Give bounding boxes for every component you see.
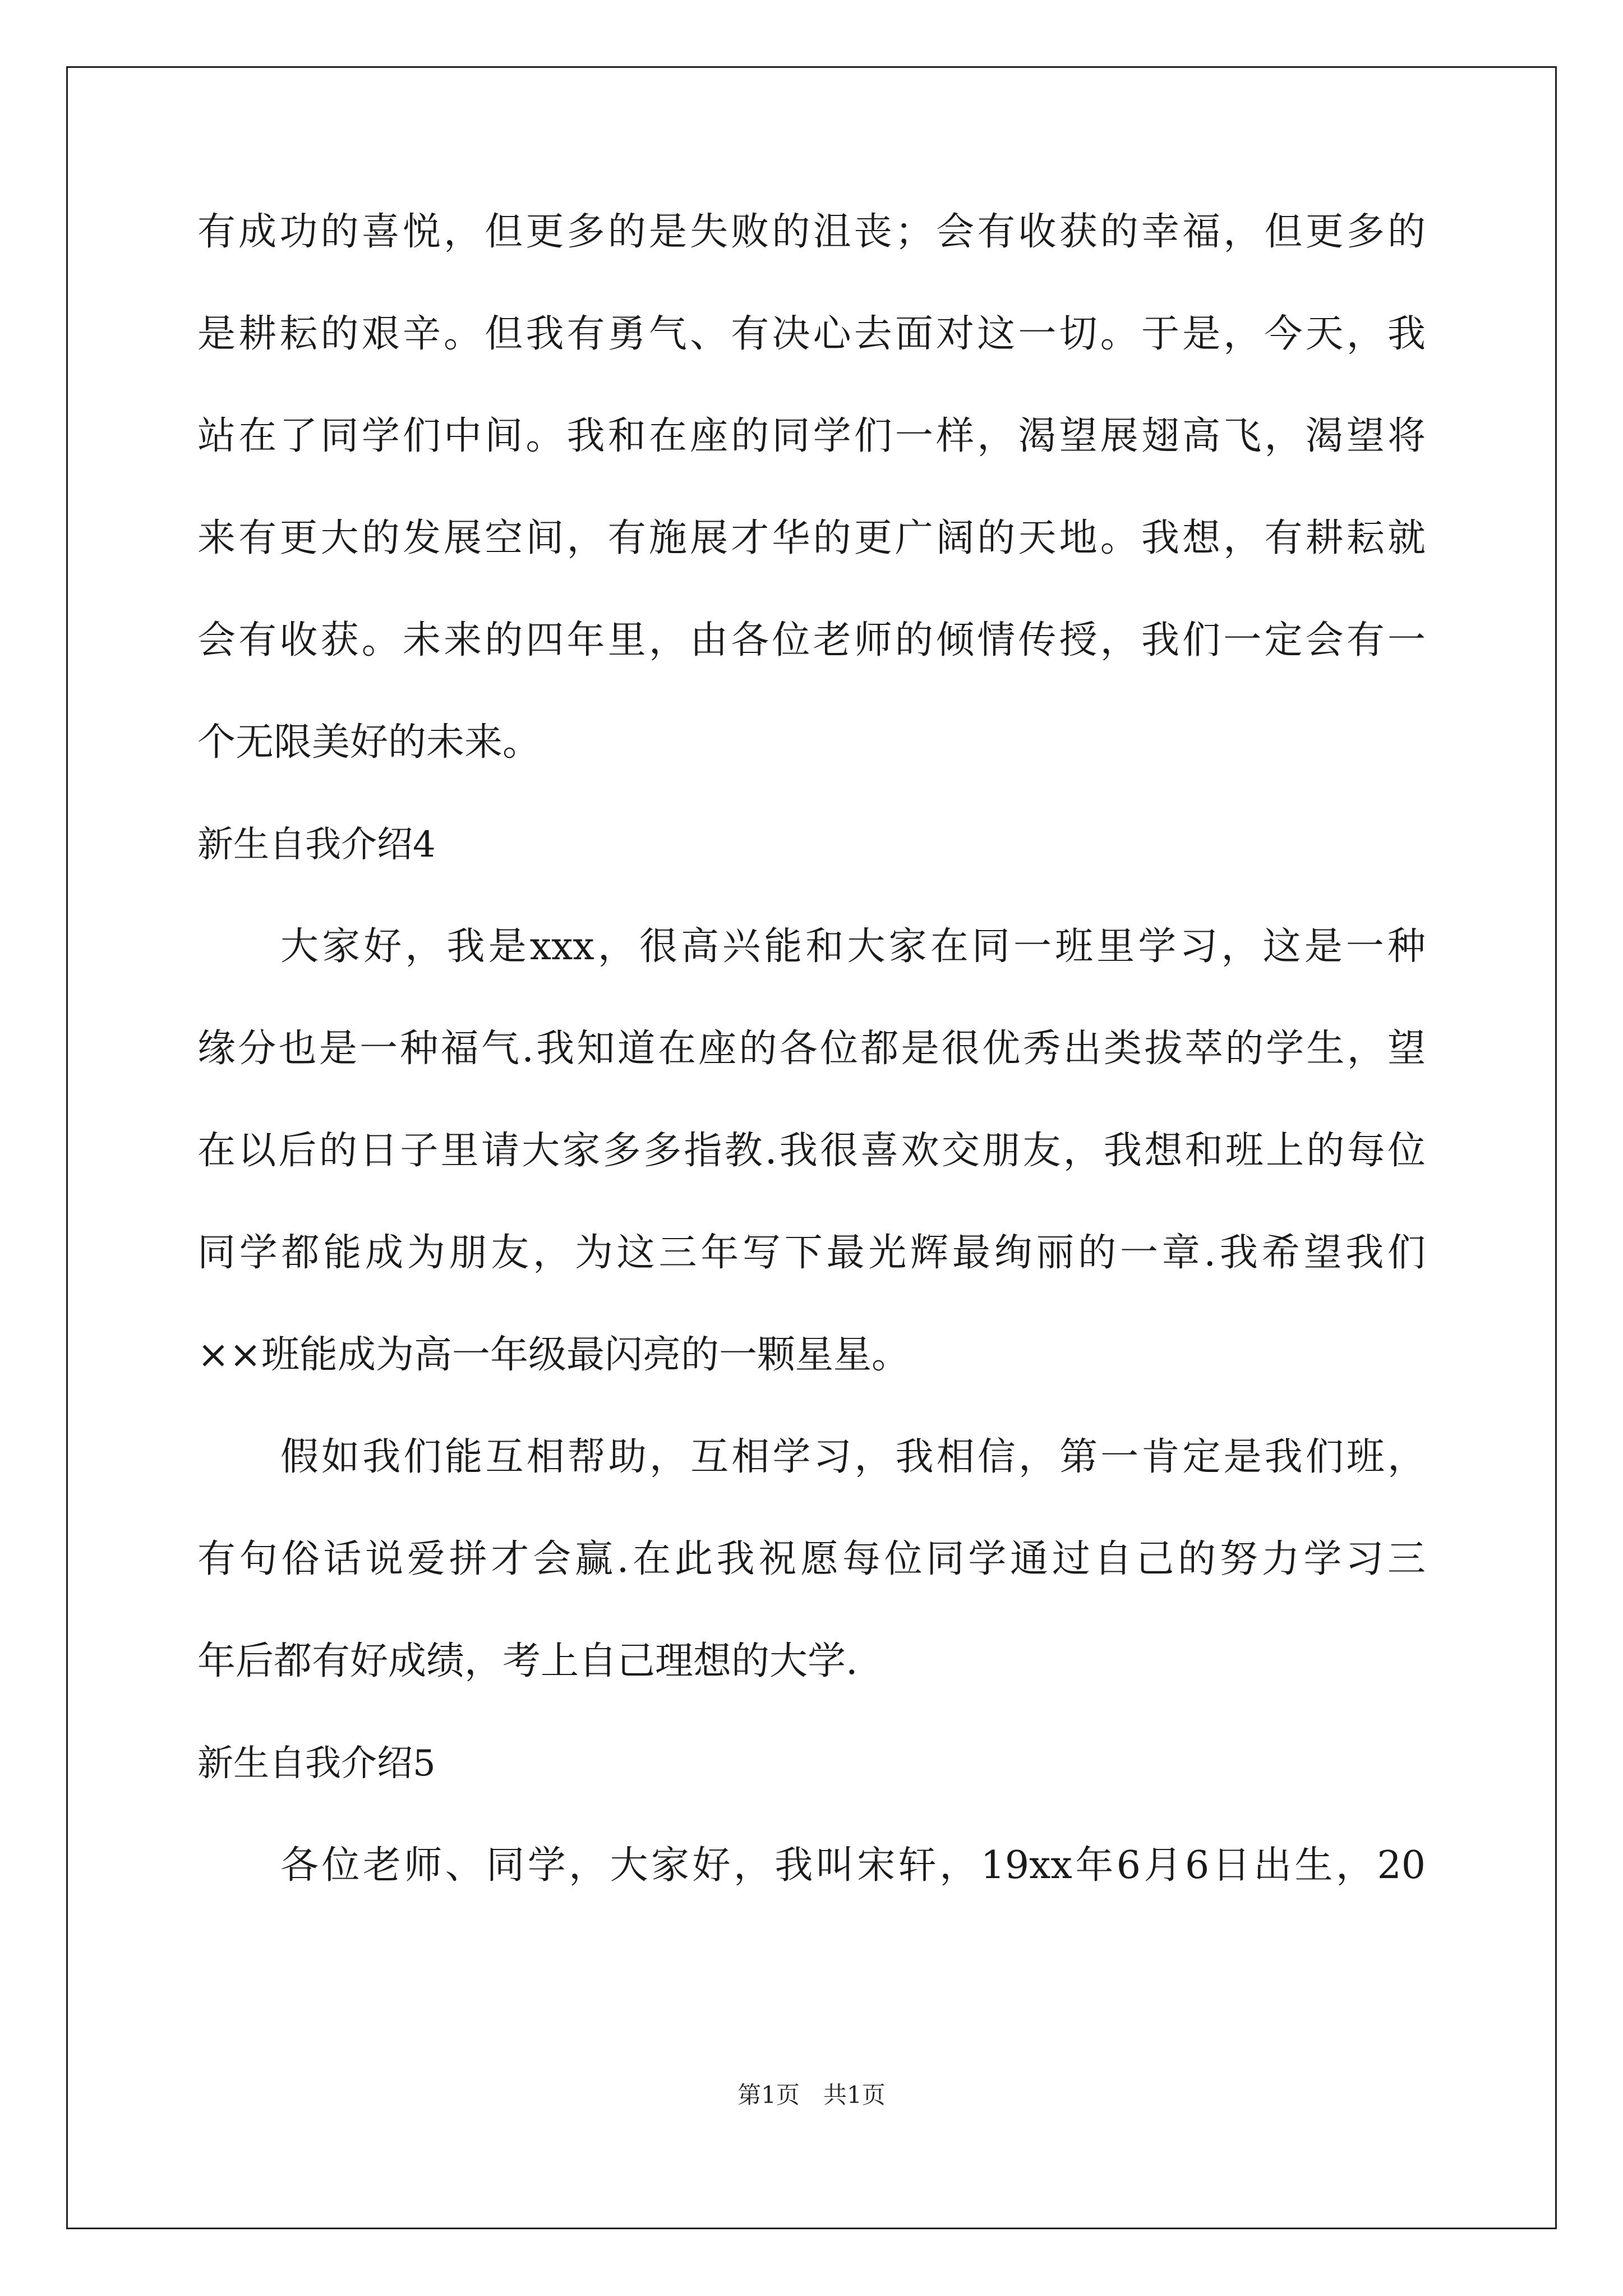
section-heading: 新生自我介绍4 <box>197 824 436 866</box>
body-line: 缘分也是一种福气.我知道在座的各位都是很优秀出类拔萃的学生，望 <box>197 1027 1426 1071</box>
body-line: 是耕耘的艰辛。但我有勇气、有决心去面对这一切。于是，今天，我 <box>197 312 1426 356</box>
body-line: 有句俗话说爱拼才会赢.在此我祝愿每位同学通过自己的努力学习三 <box>197 1537 1426 1581</box>
paragraph-first-line: 各位老师、同学，大家好，我叫宋轩，19xx年6月6日出生，20 <box>280 1843 1426 1888</box>
body-line: 个无限美好的未来。 <box>197 720 541 765</box>
page-number-footer: 第1页 共1页 <box>737 2081 886 2109</box>
paragraph-first-line: 假如我们能互相帮助，互相学习，我相信，第一肯定是我们班， <box>280 1435 1426 1479</box>
body-line: 有成功的喜悦，但更多的是失败的沮丧；会有收获的幸福，但更多的 <box>197 210 1426 254</box>
document-body <box>197 210 1426 1949</box>
body-line: 同学都能成为朋友，为这三年写下最光辉最绚丽的一章.我希望我们 <box>197 1231 1426 1275</box>
section-heading: 新生自我介绍5 <box>197 1743 436 1784</box>
body-line: 年后都有好成绩，考上自己理想的大学. <box>197 1639 858 1683</box>
body-line: 会有收获。未来的四年里，由各位老师的倾情传授，我们一定会有一 <box>197 618 1426 662</box>
body-line: 在以后的日子里请大家多多指教.我很喜欢交朋友，我想和班上的每位 <box>197 1129 1426 1173</box>
body-line: ××班能成为高一年级最闪亮的一颗星星。 <box>197 1333 910 1377</box>
paragraph-first-line: 大家好，我是xxx，很高兴能和大家在同一班里学习，这是一种 <box>280 924 1426 969</box>
body-line: 来有更大的发展空间，有施展才华的更广阔的天地。我想，有耕耘就 <box>197 516 1426 560</box>
body-line: 站在了同学们中间。我和在座的同学们一样，渴望展翅高飞，渴望将 <box>197 414 1426 458</box>
